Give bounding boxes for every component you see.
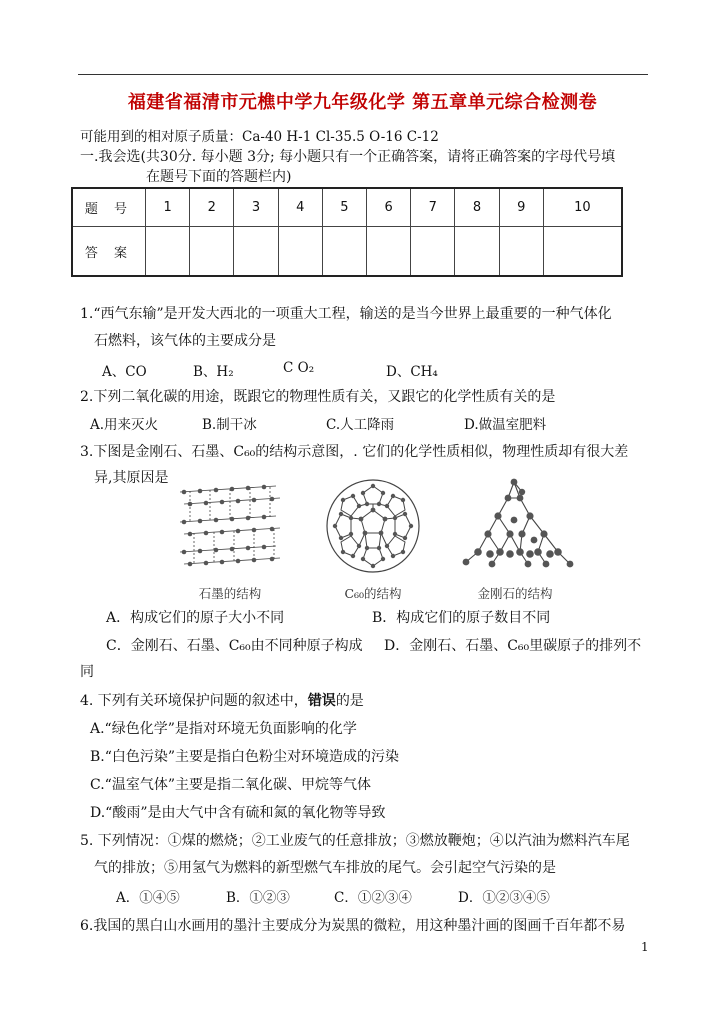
answer-cell[interactable]	[234, 227, 278, 277]
question-number: 10	[543, 188, 622, 227]
question-number: 4	[278, 188, 322, 227]
q1-option-b: B、H₂	[193, 364, 234, 380]
section1-instructions: 一.我会选(共30分. 每小题 3分; 每小题只有一个正确答案，请将正确答案的字母代号填	[80, 149, 616, 165]
question-number: 8	[455, 188, 499, 227]
q4-option-c: C.“温室气体”主要是指二氧化碳、甲烷等气体	[90, 777, 371, 793]
header-rule	[78, 74, 648, 75]
q1-option-c: C O₂	[283, 360, 315, 376]
q2-option-c: C.人工降雨	[326, 417, 395, 433]
q1-stem-cont: 石燃料，该气体的主要成分是	[94, 333, 276, 349]
answer-cell[interactable]	[190, 227, 234, 277]
graphite-caption: 石墨的结构	[198, 586, 262, 601]
q4-option-a: A.“绿色化学”是指对环境无负面影响的化学	[90, 721, 357, 737]
q3-option-d-cont: 同	[80, 664, 94, 680]
answer-cell[interactable]	[367, 227, 411, 277]
number-header: 题 号	[72, 188, 146, 227]
page-title: 福建省福清市元樵中学九年级化学 第五章单元综合检测卷	[127, 92, 598, 113]
q5-option-d: D．①②③④⑤	[458, 890, 550, 906]
page-number: 1	[641, 940, 649, 954]
question-number: 1	[146, 188, 190, 227]
answer-cell[interactable]	[322, 227, 366, 277]
q5-option-c: C．①②③④	[334, 890, 412, 906]
q5-option-b: B．①②③	[226, 890, 290, 906]
answer-cell[interactable]	[278, 227, 322, 277]
answer-cell[interactable]	[543, 227, 622, 277]
section1-instructions-cont: 在题号下面的答题栏内)	[146, 169, 292, 185]
graphite-structure-figure	[176, 482, 284, 574]
q5-stem-cont: 气的排放；⑤用氢气为燃料的新型燃气车排放的尾气。会引起空气污染的是	[94, 860, 556, 876]
q1-option-d: D、CH₄	[386, 364, 438, 380]
q2-option-b: B.制干冰	[202, 417, 257, 433]
diamond-caption: 金刚石的结构	[477, 586, 553, 601]
q2-option-a: A.用来灭火	[90, 417, 159, 433]
q1-stem: 1.“西气东输”是开发大西北的一项重大工程，输送的是当今世界上最重要的一种气体化	[80, 306, 612, 322]
answer-table-number-row	[72, 188, 622, 227]
atomic-masses: 可能用到的相对原子质量：Ca-40 H-1 Cl-35.5 O-16 C-12	[80, 129, 439, 145]
q4-option-b: B.“白色污染”主要是指白色粉尘对环境造成的污染	[90, 749, 400, 765]
q5-option-a: A．①④⑤	[116, 890, 180, 906]
q1-option-a: A、CO	[102, 364, 147, 380]
answer-cell[interactable]	[411, 227, 455, 277]
q3-option-d: D．金刚石、石墨、C₆₀里碳原子的排列不	[384, 638, 642, 654]
q6-stem: 6.我国的黑白山水画用的墨汁主要成分为炭黑的微粒，用这种墨汁画的图画千百年都不易	[80, 918, 626, 934]
answer-cell[interactable]	[499, 227, 543, 277]
q3-stem: 3.下图是金刚石、石墨、C₆₀的结构示意图，. 它们的化学性质相似，物理性质却有很大差	[80, 444, 629, 460]
question-number: 7	[411, 188, 455, 227]
q4-stem-end: 的是	[335, 693, 364, 709]
q3-option-c: C．金刚石、石墨、C₆₀由不同种原子构成	[106, 638, 363, 654]
answer-table	[71, 187, 623, 277]
answer-cell[interactable]	[455, 227, 499, 277]
question-number: 2	[190, 188, 234, 227]
c60-caption: C₆₀的结构	[344, 586, 402, 601]
diamond-structure-figure	[458, 474, 576, 574]
q2-stem: 2.下列二氧化碳的用途，既跟它的物理性质有关，又跟它的化学性质有关的是	[80, 389, 556, 405]
q4-stem	[80, 690, 364, 710]
answer-table-answer-row	[72, 227, 622, 277]
q5-stem: 5. 下列情况：①煤的燃烧；②工业废气的任意排放；③燃放鞭炮；④以汽油为燃料汽车尾	[80, 833, 630, 849]
question-number: 6	[367, 188, 411, 227]
q3-option-b: B．构成它们的原子数目不同	[372, 610, 551, 626]
q3-option-a: A．构成它们的原子大小不同	[106, 610, 285, 626]
c60-structure-figure	[323, 476, 423, 576]
question-number: 3	[234, 188, 278, 227]
q4-option-d: D.“酸雨”是由大气中含有硫和氮的氧化物等导致	[90, 805, 386, 821]
question-number: 5	[322, 188, 366, 227]
question-number: 9	[499, 188, 543, 227]
q4-stem-text: 4. 下列有关环境保护问题的叙述中，	[80, 693, 308, 709]
answer-header: 答 案	[72, 227, 146, 277]
q2-option-d: D.做温室肥料	[464, 417, 547, 433]
answer-cell[interactable]	[146, 227, 190, 277]
q4-stem-emphasis: 错误	[307, 693, 336, 709]
q3-stem-cont: 异,其原因是	[94, 470, 169, 486]
